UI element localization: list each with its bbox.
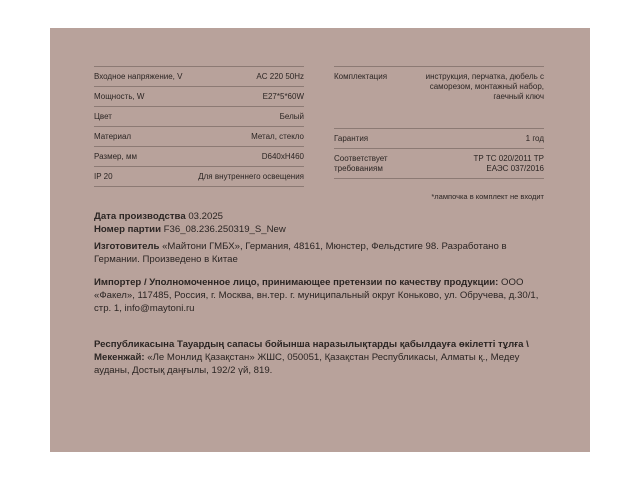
spec-label: Материал [94, 132, 132, 141]
specs-right [334, 66, 544, 179]
spec-label: Комплектация [334, 72, 388, 81]
production-info [94, 210, 554, 236]
spec-row-material [94, 127, 304, 147]
production-date-value: 03.2025 [188, 211, 224, 222]
spec-row-ip [94, 167, 304, 187]
spec-value: инструкция, перчатка, дюбель с саморезом, монтажный набор, гаечный ключ [425, 72, 544, 101]
spec-label: Мощность, W [94, 92, 145, 101]
spec-value: AC 220 50Hz [256, 72, 304, 81]
importer-value: ООО «Факел», 117485, Россия, г. Москва, вн.тер. г. муниципальный округ Коньково, ул. Обручева, д.30/1, стр. 1, info@maytoni.ru [94, 277, 539, 314]
spec-row-color [94, 107, 304, 127]
batch-label: Номер партии [94, 224, 161, 235]
importer-label: Импортер / Уполномоченное лицо, принимающее претензии по качеству продукции: [94, 277, 499, 288]
specs-left [94, 66, 304, 187]
manufacturer-value: «Майтони ГМБХ», Германия, 48161, Мюнстер, Фельдстиге 98. Разработано в Германии. Произведено в Китае [94, 241, 507, 265]
kz-info [94, 338, 554, 377]
importer-info [94, 276, 554, 315]
spec-row-kit [334, 66, 544, 129]
spec-label: Гарантия [334, 134, 369, 143]
spec-value: D640xH460 [261, 152, 304, 161]
spec-row-warranty [334, 129, 544, 149]
spec-label: Цвет [94, 112, 112, 121]
spec-label: Соответствует требованиям [334, 154, 388, 173]
production-date-label: Дата производства [94, 211, 186, 222]
spec-label: Входное напряжение, V [94, 72, 183, 81]
spec-label: IP 20 [94, 172, 113, 181]
spec-value: Для внутреннего освещения [198, 172, 304, 181]
spec-value: 1 год [525, 134, 544, 143]
spec-row-voltage [94, 66, 304, 87]
spec-value: Метал, стекло [251, 132, 304, 141]
kz-label: Республикасына Тауардың сапасы бойынша наразылықтарды қабылдауға өкілетті тұлға \ Мекенжай: [94, 339, 529, 363]
spec-value: ТР ТС 020/2011 ТР ЕАЭС 037/2016 [473, 154, 544, 173]
batch-value: F36_08.236.250319_S_New [163, 224, 286, 235]
spec-row-power [94, 87, 304, 107]
spec-value: Белый [279, 112, 304, 121]
spec-value: E27*5*60W [262, 92, 304, 101]
bulb-note: *лампочка в комплект не входит [431, 192, 544, 201]
manufacturer-label: Изготовитель [94, 241, 160, 252]
spec-label: Размер, мм [94, 152, 137, 161]
spec-row-compliance [334, 149, 544, 179]
product-label [50, 28, 590, 452]
kz-value: «Ле Монлид Қазақстан» ЖШС, 050051, Қазақстан Республикасы, Алматы қ., Медеу ауданы, Достық даңғылы, 192/2 үй, 819. [94, 352, 520, 376]
spec-row-size [94, 147, 304, 167]
manufacturer-info [94, 240, 554, 266]
